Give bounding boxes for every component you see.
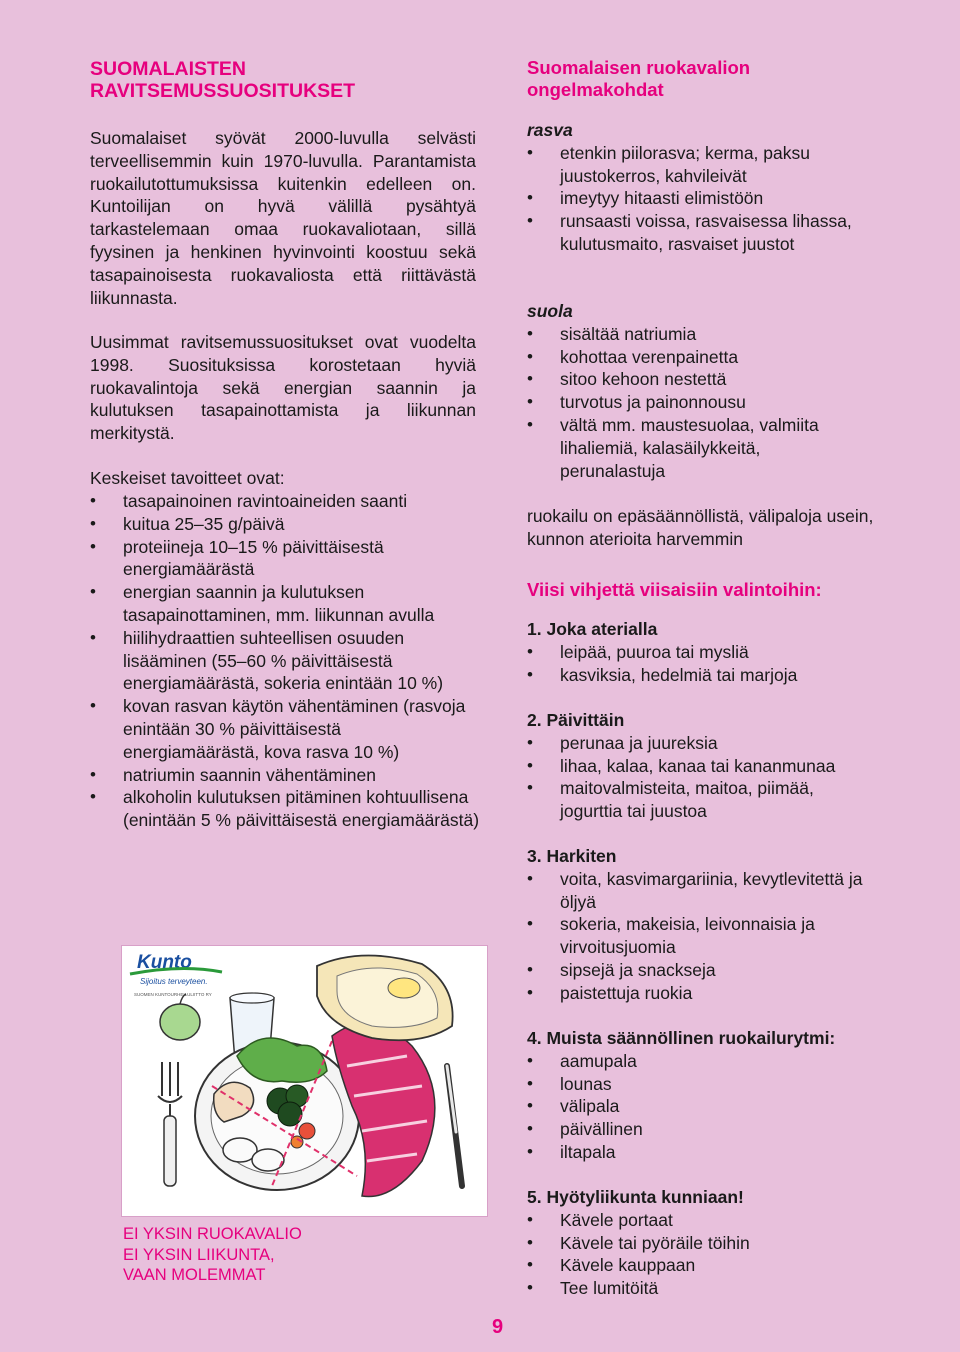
list-item: • Tee lumitöitä xyxy=(527,1277,887,1300)
tip-2 xyxy=(527,709,887,823)
list-item: • aamupala xyxy=(527,1050,887,1073)
salt-section xyxy=(527,300,887,482)
goals-list xyxy=(90,490,480,832)
list-item: • leipää, puuroa tai mysliä xyxy=(527,641,887,664)
list-item: • voita, kasvimargariinia, kevytlevitettä ja öljyä xyxy=(527,868,872,914)
left-title-line1: SUOMALAISTEN xyxy=(90,58,246,80)
list-item: • lihaa, kalaa, kanaa tai kananmunaa xyxy=(527,755,872,778)
tip-1 xyxy=(527,618,887,686)
list-item: • kasviksia, hedelmiä tai marjoja xyxy=(527,664,887,687)
tips-title: Viisi vihjettä viisaisiin valintoihin: xyxy=(527,579,822,600)
logo-tagline: Sijoitus terveyteen. xyxy=(140,977,208,986)
food-plate-illustration xyxy=(121,945,488,1217)
tip-heading: 5. Hyötyliikunta kunniaan! xyxy=(527,1187,744,1207)
list-item: • maitovalmisteita, maitoa, piimää, jogurttia tai juustoa xyxy=(527,777,872,823)
list-item: • kuitua 25–35 g/päivä xyxy=(90,513,480,536)
slogan-line2: EI YKSIN LIIKUNTA, xyxy=(123,1245,275,1264)
tip-4 xyxy=(527,1027,887,1164)
list-item: • imeytyy hitaasti elimistöön xyxy=(527,187,857,210)
list-item: • etenkin piilorasva; kerma, paksu juustokerros, kahvileivät xyxy=(527,142,857,188)
list-item: • sipsejä ja snackseja xyxy=(527,959,872,982)
tip-list xyxy=(527,1050,887,1164)
tip-5 xyxy=(527,1186,887,1300)
tip-list xyxy=(527,1209,887,1300)
right-title xyxy=(527,57,887,101)
tip-list xyxy=(527,641,887,687)
list-item: • lounas xyxy=(527,1073,887,1096)
goals-intro: Keskeiset tavoitteet ovat: xyxy=(90,468,285,488)
fat-section xyxy=(527,119,887,256)
recommendations-paragraph: Uusimmat ravitsemussuositukset ovat vuodelta 1998. Suosituksissa korostetaan hyviä ruokavalintoja sekä energian saannin ja kulutuksen tasapainottamista ja liikunnan merkitystä. xyxy=(90,332,476,444)
list-item: • hiilihydraattien suhteellisen osuuden lisääminen (55–60 % päivittäisestä energiamäärästä, sokeria enintään 10 %) xyxy=(90,627,480,695)
logo-text: Kunto xyxy=(137,952,192,973)
list-item: • sisältää natriumia xyxy=(527,323,867,346)
tip-list xyxy=(527,732,872,823)
list-item: • energian saannin ja kulutuksen tasapainottaminen, mm. liikunnan avulla xyxy=(90,581,480,627)
list-item: • kohottaa verenpainetta xyxy=(527,346,867,369)
list-item: • päivällinen xyxy=(527,1118,887,1141)
tip-heading: 3. Harkiten xyxy=(527,846,617,866)
list-item: • kovan rasvan käytön vähentäminen (rasvoja enintään 30 % päivittäisestä energiamäärästä, kova rasva 10 %) xyxy=(90,695,480,763)
right-title-line1: Suomalaisen ruokavalion xyxy=(527,57,751,78)
page-number: 9 xyxy=(492,1316,504,1338)
slogan-line1: EI YKSIN RUOKAVALIO xyxy=(123,1225,302,1243)
list-item: • turvotus ja painonnousu xyxy=(527,391,867,414)
list-item: • runsaasti voissa, rasvaisessa lihassa, kulutusmaito, rasvaiset juustot xyxy=(527,210,857,256)
list-item: • paistettuja ruokia xyxy=(527,982,872,1005)
tip-heading: 2. Päivittäin xyxy=(527,710,625,730)
left-title-line2: RAVITSEMUSSUOSITUKSET xyxy=(90,80,356,102)
list-item: • Kävele portaat xyxy=(527,1209,887,1232)
kunto-logo xyxy=(130,952,222,997)
list-item: • natriumin saannin vähentäminen xyxy=(90,764,480,787)
list-item: • Kävele tai pyöräile töihin xyxy=(527,1232,887,1255)
list-item: • sokeria, makeisia, leivonnaisia ja virvoitusjuomia xyxy=(527,913,872,959)
slogan-line3: VAAN MOLEMMAT xyxy=(123,1266,266,1284)
tip-list xyxy=(527,868,872,1005)
logo-org: SUOMEN KUNTOURHEILULIITTO RY xyxy=(134,992,212,997)
list-item: • vältä mm. maustesuolaa, valmiita lihaliemiä, kalasäilykkeitä, perunalastuja xyxy=(527,414,867,482)
list-item: • Kävele kauppaan xyxy=(527,1254,887,1277)
list-item: • tasapainoinen ravintoaineiden saanti xyxy=(90,490,480,513)
tip-heading: 1. Joka aterialla xyxy=(527,619,658,639)
fat-heading: rasva xyxy=(527,120,573,140)
left-title xyxy=(90,58,482,102)
plate-drawing-icon xyxy=(122,946,487,1216)
list-item: • proteiineja 10–15 % päivittäisestä energiamäärästä xyxy=(90,536,480,582)
tip-3 xyxy=(527,845,887,1005)
meals-note: ruokailu on epäsäännöllistä, välipaloja usein, kunnon aterioita harvemmin xyxy=(527,506,874,549)
salt-list xyxy=(527,323,867,483)
tip-heading: 4. Muista säännöllinen ruokailurytmi: xyxy=(527,1028,836,1048)
list-item: • alkoholin kulutuksen pitäminen kohtuullisena (enintään 5 % päivittäisestä energiamäärästä) xyxy=(90,786,480,832)
fat-list xyxy=(527,142,857,256)
list-item: • välipala xyxy=(527,1095,887,1118)
salt-heading: suola xyxy=(527,301,573,321)
slogan xyxy=(123,1224,302,1286)
list-item: • iltapala xyxy=(527,1141,887,1164)
right-title-line2: ongelmakohdat xyxy=(527,79,664,100)
intro-paragraph: Suomalaiset syövät 2000-luvulla selvästi terveellisemmin kuin 1970-luvulla. Parantamista ruokailutottumuksissa kuitenkin edelleen on. Kuntoilijan on hyvä välillä pysähtyä tarkastelemaan omaa ruokavaliotaan, sillä fyysinen ja henkinen hyvinvointi koostuu sekä tasapainoisesta ruokavaliosta että riittävästä liikunnasta. xyxy=(90,128,476,308)
list-item: • sitoo kehoon nestettä xyxy=(527,368,867,391)
list-item: • perunaa ja juureksia xyxy=(527,732,872,755)
